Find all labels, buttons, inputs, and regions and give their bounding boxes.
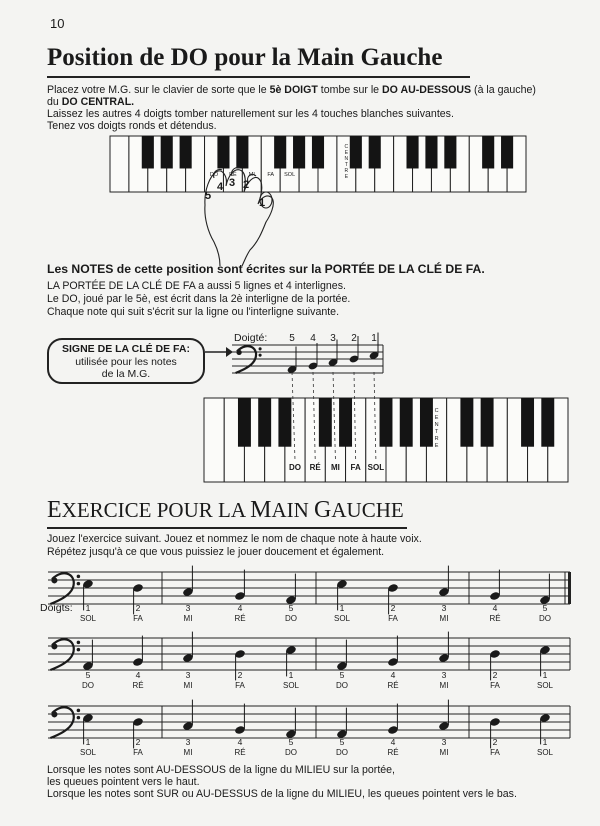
exercise-finger: 4: [237, 737, 243, 747]
centre-label-letter: E: [344, 174, 349, 180]
doigte-finger: 4: [310, 333, 316, 344]
doigts-label: Doigts:: [40, 602, 73, 614]
kb2-note-label: FA: [350, 463, 361, 472]
exercise-finger: 4: [390, 670, 396, 680]
exercise-finger: 3: [441, 670, 447, 680]
black-key: [293, 136, 305, 168]
clef-dot-lower: [77, 648, 81, 652]
kb1-note-label: MI: [248, 172, 255, 178]
exercise-finger: 2: [135, 603, 141, 613]
exercise-finger: 2: [492, 737, 498, 747]
exercise-note-name: SOL: [536, 748, 554, 757]
exercise-title: EXERCICE POUR LA MAIN GAUCHE: [47, 497, 404, 523]
black-key: [541, 398, 554, 447]
black-key: [380, 398, 393, 447]
exercise-note: [438, 700, 450, 731]
exercise-note-name: DO: [285, 748, 297, 757]
exercise-note: [336, 640, 348, 671]
exercise-finger: 3: [441, 603, 447, 613]
intro-line-3: Laissez les autres 4 doigts tomber naturellement sur les 4 touches blanches suivantes.: [47, 108, 454, 120]
finger-number: 3: [228, 177, 236, 189]
position-note: [308, 343, 319, 371]
centre-label-letter: R: [344, 168, 349, 174]
exercise-note-name: MI: [183, 681, 193, 690]
centre-label-letter: T: [344, 162, 348, 168]
doigte-label: Doigté:: [234, 332, 268, 344]
black-key: [482, 136, 494, 168]
white-key: [204, 398, 224, 482]
black-key: [180, 136, 192, 168]
exercise-finger: 4: [135, 670, 141, 680]
exercise-finger: 1: [339, 603, 345, 613]
kb2-note-label: DO: [289, 463, 301, 472]
exercise-note: [336, 708, 348, 739]
doigte-finger: 2: [351, 333, 357, 344]
exercise-note: [489, 570, 501, 601]
black-key: [400, 398, 413, 447]
exercise-finger: 3: [185, 670, 191, 680]
exercise-finger: 4: [492, 603, 498, 613]
black-key: [319, 398, 332, 447]
clef-dot-lower: [77, 716, 81, 720]
exercise-note: [234, 570, 246, 601]
exercise-bass-clef: [50, 573, 80, 604]
intro-line-4: Tenez vos doigts ronds et détendus.: [47, 120, 217, 132]
clef-dot-upper: [259, 347, 262, 350]
finger-number: 1: [258, 197, 266, 209]
centre-label-letter: N: [434, 422, 439, 428]
keyboard-2: [204, 398, 568, 482]
exercise-finger: 1: [542, 670, 548, 680]
centre-label-letter: E: [434, 443, 439, 449]
exercise-note-name: DO: [285, 614, 297, 623]
exercise-finger: 3: [185, 603, 191, 613]
staff-info-2: Le DO, joué par le 5è, est écrit dans la 2è interligne de la portée.: [47, 293, 351, 305]
sign-box-title: SIGNE DE LA CLÉ DE FA:: [62, 343, 190, 355]
page-title: Position de DO pour la Main Gauche: [47, 44, 443, 71]
exercise-finger: 3: [441, 737, 447, 747]
sign-box-line3: de la M.G.: [101, 368, 151, 380]
exercise-finger: 1: [85, 603, 91, 613]
black-key: [161, 136, 173, 168]
clef-dot-upper: [77, 575, 81, 579]
exercise-note: [234, 704, 246, 735]
sign-box-line2: utilisée pour les notes: [75, 355, 177, 368]
exercise-note-name: RÉ: [489, 614, 501, 623]
exercise-bass-clef: [50, 707, 80, 738]
clef-dot: [51, 711, 57, 717]
exercise-note-name: RÉ: [387, 681, 399, 690]
black-key: [406, 136, 418, 168]
centre-label-letter: C: [344, 144, 349, 150]
intro-line-1: Placez votre M.G. sur le clavier de sorte que le 5è DOIGT tombe sur le DO AU-DESSOUS (à la gauche): [47, 84, 536, 96]
footer-line-1: Lorsque les notes sont AU-DESSOUS de la ligne du MILIEU sur la portée,: [47, 764, 396, 776]
black-key: [236, 136, 248, 168]
black-key: [350, 136, 362, 168]
exercise-note-name: MI: [183, 614, 193, 623]
black-key: [460, 398, 473, 447]
black-key: [501, 136, 513, 168]
staff-info-1: LA PORTÉE DE LA CLÉ DE FA a aussi 5 lignes et 4 interlignes.: [47, 280, 346, 292]
staff-info-3: Chaque note qui suit s'écrit sur la ligne ou l'interligne suivante.: [47, 306, 340, 318]
exercise-finger: 5: [542, 603, 548, 613]
black-key: [142, 136, 154, 168]
exercise-note-name: FA: [133, 748, 143, 757]
exercise-note-name: FA: [235, 681, 245, 690]
exercise-note-name: SOL: [79, 748, 97, 757]
centre-label-letter: E: [434, 415, 439, 421]
centre-label-letter: C: [434, 408, 439, 414]
exercise-staff-1: [48, 572, 570, 604]
exercise-note-name: MI: [439, 748, 449, 757]
exercise-note: [285, 708, 297, 739]
footer-line-3: Lorsque les notes sont SUR ou AU-DESSUS de la ligne du MILIEU, les queues pointent vers le bas.: [47, 788, 517, 800]
exercise-note: [182, 566, 194, 597]
exercise-finger: 3: [185, 737, 191, 747]
black-key: [278, 398, 291, 447]
black-key: [238, 398, 251, 447]
exercise-finger: 1: [85, 737, 91, 747]
exercise-note: [438, 632, 450, 663]
exercise-finger: 5: [85, 670, 91, 680]
exercise-note-name: DO: [539, 614, 551, 623]
black-key: [444, 136, 456, 168]
final-bar-thick: [568, 572, 571, 604]
exercise-note-name: SOL: [536, 681, 554, 690]
exercise-note-name: FA: [490, 748, 500, 757]
exercise-note-name: SOL: [79, 614, 97, 623]
exercise-note-name: SOL: [333, 614, 351, 623]
kb2-note-label: RÉ: [309, 463, 321, 472]
black-key: [521, 398, 534, 447]
exercise-finger: 5: [288, 603, 294, 613]
sign-arrow-head: [226, 347, 233, 357]
position-note: [287, 347, 298, 375]
exercise-finger: 4: [390, 737, 396, 747]
exercise-finger: 2: [390, 603, 396, 613]
page-number: 10: [50, 16, 65, 31]
exercise-finger: 2: [492, 670, 498, 680]
exercise-note: [387, 636, 399, 667]
doigte-finger: 5: [289, 333, 295, 344]
clef-dot: [51, 577, 57, 583]
black-key: [312, 136, 324, 168]
kb1-note-label: SOL: [284, 172, 296, 178]
black-key: [339, 398, 352, 447]
kb1-note-label: RÉ: [229, 172, 237, 178]
exercise-note: [285, 574, 297, 605]
finger-number: 2: [242, 179, 250, 191]
black-key: [217, 136, 229, 168]
black-key: [425, 136, 437, 168]
black-key: [420, 398, 433, 447]
exercise-finger: 4: [237, 603, 243, 613]
clef-dot-lower: [259, 354, 262, 357]
exercise-note-name: FA: [133, 614, 143, 623]
exercise-note-name: RÉ: [234, 614, 246, 623]
kb2-note-label: SOL: [367, 463, 385, 472]
finger-number: 4: [216, 181, 224, 193]
keyboard-1: [110, 136, 526, 192]
position-bass-clef: [236, 346, 262, 373]
exercise-note-name: RÉ: [132, 681, 144, 690]
kb2-note-label: MI: [330, 463, 340, 472]
black-key: [274, 136, 286, 168]
clef-dot: [51, 643, 57, 649]
section-heading-staff: Les NOTES de cette position sont écrites sur la PORTÉE DE LA CLÉ DE FA.: [47, 262, 485, 276]
doigte-finger: 1: [371, 333, 377, 344]
centre-label-letter: N: [344, 156, 349, 162]
exercise-note-name: MI: [439, 681, 449, 690]
clef-dot-upper: [77, 641, 81, 645]
clef-dot-upper: [77, 709, 81, 713]
exercise-note-name: SOL: [282, 681, 300, 690]
exercise-note-name: DO: [82, 681, 94, 690]
exercise-note-name: DO: [336, 748, 348, 757]
exercise-intro-2: Répétez jusqu'à ce que vous puissiez le jouer doucement et également.: [47, 546, 385, 558]
exercise-note-name: MI: [439, 614, 449, 623]
clef-dot: [236, 350, 241, 355]
exercise-note-name: RÉ: [387, 748, 399, 757]
exercise-finger: 1: [542, 737, 548, 747]
exercise-note-name: MI: [183, 748, 193, 757]
black-key: [369, 136, 381, 168]
finger-number: 5: [204, 190, 212, 202]
exercise-note: [182, 632, 194, 663]
intro-line-2: du DO CENTRAL.: [47, 96, 135, 108]
centre-label-letter: E: [344, 150, 349, 156]
black-key: [258, 398, 271, 447]
exercise-note: [132, 636, 144, 667]
centre-label-letter: R: [434, 436, 439, 442]
exercise-note: [82, 640, 94, 671]
doigte-finger: 3: [330, 333, 336, 344]
clef-dot-lower: [77, 582, 81, 586]
exercise-note: [438, 566, 450, 597]
exercise-bass-clef: [50, 639, 80, 670]
exercise-note-name: DO: [336, 681, 348, 690]
exercise-note: [539, 574, 551, 605]
exercise-finger: 5: [288, 737, 294, 747]
white-key: [110, 136, 129, 192]
kb1-note-label: FA: [267, 172, 275, 178]
kb1-note-label: DO: [209, 172, 219, 178]
exercise-note: [182, 700, 194, 731]
exercise-intro-1: Jouez l'exercice suivant. Jouez et nommez le nom de chaque note à haute voix.: [47, 533, 422, 545]
exercise-finger: 5: [339, 670, 345, 680]
exercise-note: [387, 704, 399, 735]
black-key: [481, 398, 494, 447]
exercise-finger: 2: [237, 670, 243, 680]
exercise-finger: 5: [339, 737, 345, 747]
exercise-note-name: RÉ: [234, 748, 246, 757]
exercise-finger: 1: [288, 670, 294, 680]
footer-line-2: les queues pointent vers le haut.: [47, 776, 200, 788]
exercise-note-name: FA: [490, 681, 500, 690]
exercise-finger: 2: [135, 737, 141, 747]
centre-label-letter: T: [434, 429, 439, 435]
exercise-note-name: FA: [388, 614, 398, 623]
